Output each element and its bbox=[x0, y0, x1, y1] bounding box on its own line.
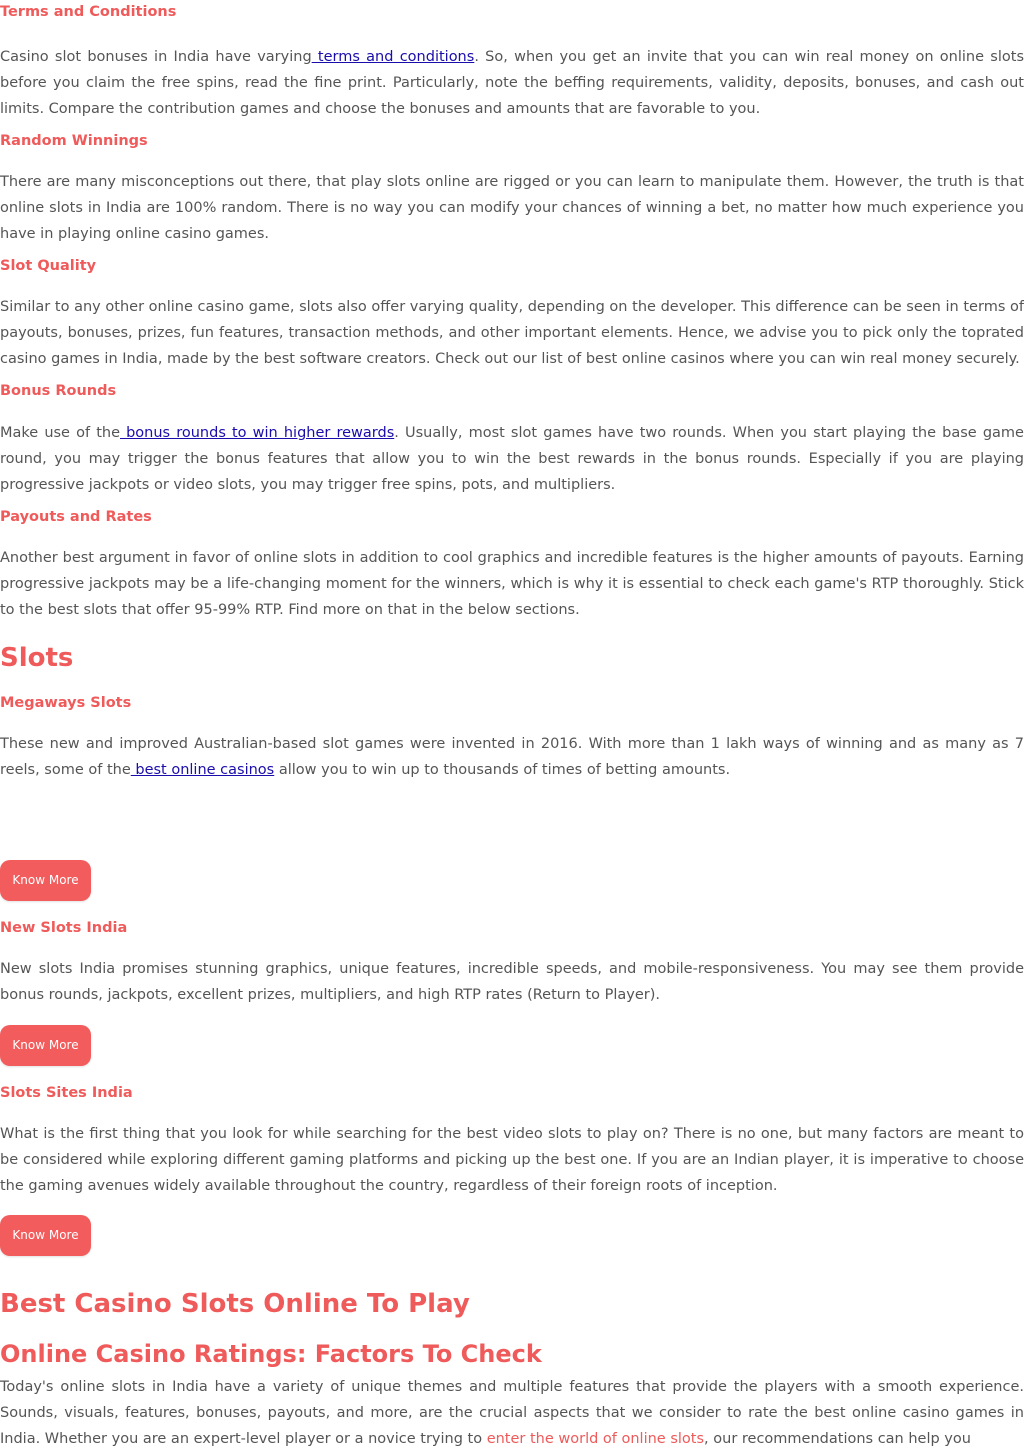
heading-new-slots-india: New Slots India bbox=[0, 920, 128, 936]
heading-terms-and-conditions: Terms and Conditions bbox=[0, 4, 177, 20]
heading-random-winnings: Random Winnings bbox=[0, 133, 148, 149]
paragraph-slots-sites-india: What is the first thing that you look for while searching for the best video slots to play on? There is no one, but many factors are meant to be considered while exploring different gaming platforms and picking up the best one. If you are an Indian player, it is imperative to choose the gaming avenues widely available throughout the country, regardless of their foreign roots of inception. bbox=[0, 1126, 1024, 1194]
know-more-button-slots-sites[interactable]: Know More bbox=[0, 1215, 91, 1256]
paragraph-megaways-slots bbox=[0, 732, 1024, 784]
paragraph-random-winnings: There are many misconceptions out there, that play slots online are rigged or you can learn to manipulate them. However, the truth is that online slots in India are 100% random. There is no way you can modify your chances of winning a bet, no matter how much experience you have in playing online casino games. bbox=[0, 174, 1024, 242]
text: . Usually, most slot games have two rounds. When you start playing the base game round, you may trigger the bonus features that allow you to win the best rewards in the bonus rounds. Especially if you are playing progressive jackpots or video slots, you may trigger free spins, pots, and multipliers. bbox=[0, 425, 1024, 493]
terms-and-conditions-link[interactable]: terms and conditions bbox=[311, 49, 475, 65]
text: allow you to win up to thousands of times of betting amounts. bbox=[274, 761, 731, 778]
know-more-button-new-slots[interactable]: Know More bbox=[0, 1025, 91, 1066]
section-title-best-casino-slots: Best Casino Slots Online To Play bbox=[0, 1289, 470, 1319]
heading-online-casino-ratings: Online Casino Ratings: Factors To Check bbox=[0, 1340, 542, 1368]
heading-megaways-slots: Megaways Slots bbox=[0, 695, 132, 711]
paragraph-online-casino-ratings bbox=[0, 1375, 1024, 1452]
text: Make use of the bbox=[0, 425, 120, 441]
paragraph-bonus-rounds bbox=[0, 421, 1024, 498]
enter-world-of-online-slots-link[interactable]: enter the world of online slots bbox=[486, 1430, 705, 1447]
best-online-casinos-link[interactable]: best online casinos bbox=[130, 761, 275, 778]
heading-slot-quality: Slot Quality bbox=[0, 258, 97, 274]
paragraph-new-slots-india: New slots India promises stunning graphics, unique features, incredible speeds, and mobile-responsiveness. You may see them provide bonus rounds, jackpots, excellent prizes, multipliers, and high RTP rates (Return to Player). bbox=[0, 961, 1024, 1003]
heading-slots-sites-india: Slots Sites India bbox=[0, 1085, 133, 1101]
text: Today's online slots in India have a variety of unique themes and multiple features that provide the players with a smooth experience. Sounds, visuals, features, bonuses, payouts, and more, are the crucial aspects that we consider to rate the best online casino games in India. Whether you are an expert-level player or a novice trying to bbox=[0, 1379, 1024, 1447]
heading-bonus-rounds: Bonus Rounds bbox=[0, 383, 117, 399]
text: , our recommendations can help you bbox=[704, 1430, 971, 1447]
know-more-button-megaways[interactable]: Know More bbox=[0, 860, 91, 901]
paragraph-payouts-and-rates: Another best argument in favor of online slots in addition to cool graphics and incredible features is the higher amounts of payouts. Earning progressive jackpots may be a life-changing moment for the winners, which is why it is essential to check each game's RTP thoroughly. Stick to the best slots that offer 95-99% RTP. Find more on that in the below sections. bbox=[0, 550, 1024, 618]
heading-payouts-and-rates: Payouts and Rates bbox=[0, 509, 152, 525]
paragraph-slot-quality: Similar to any other online casino game, slots also offer varying quality, depending on the developer. This difference can be seen in terms of payouts, bonuses, prizes, fun features, transaction methods, and other important elements. Hence, we advise you to pick only the toprated casino games in India, made by the best software creators. Check out our list of best online casinos where you can win real money securely. bbox=[0, 299, 1024, 367]
text: Casino slot bonuses in India have varying bbox=[0, 49, 312, 65]
paragraph-terms bbox=[0, 45, 1024, 122]
section-title-slots: Slots bbox=[0, 643, 74, 673]
text: These new and improved Australian-based slot games were invented in 2016. With more than 1 lakh ways of winning and as many as 7 reels, some of the bbox=[0, 736, 1024, 778]
text: . So, when you get an invite that you can win real money on online slots before you claim the free spins, read the fine print. Particularly, note the beffing requirements, validity, deposits, bonuses, and cash out limits. Compare the contribution games and choose the bonuses and amounts that are favorable to you. bbox=[0, 49, 1024, 117]
bonus-rounds-link[interactable]: bonus rounds to win higher rewards bbox=[119, 425, 395, 441]
